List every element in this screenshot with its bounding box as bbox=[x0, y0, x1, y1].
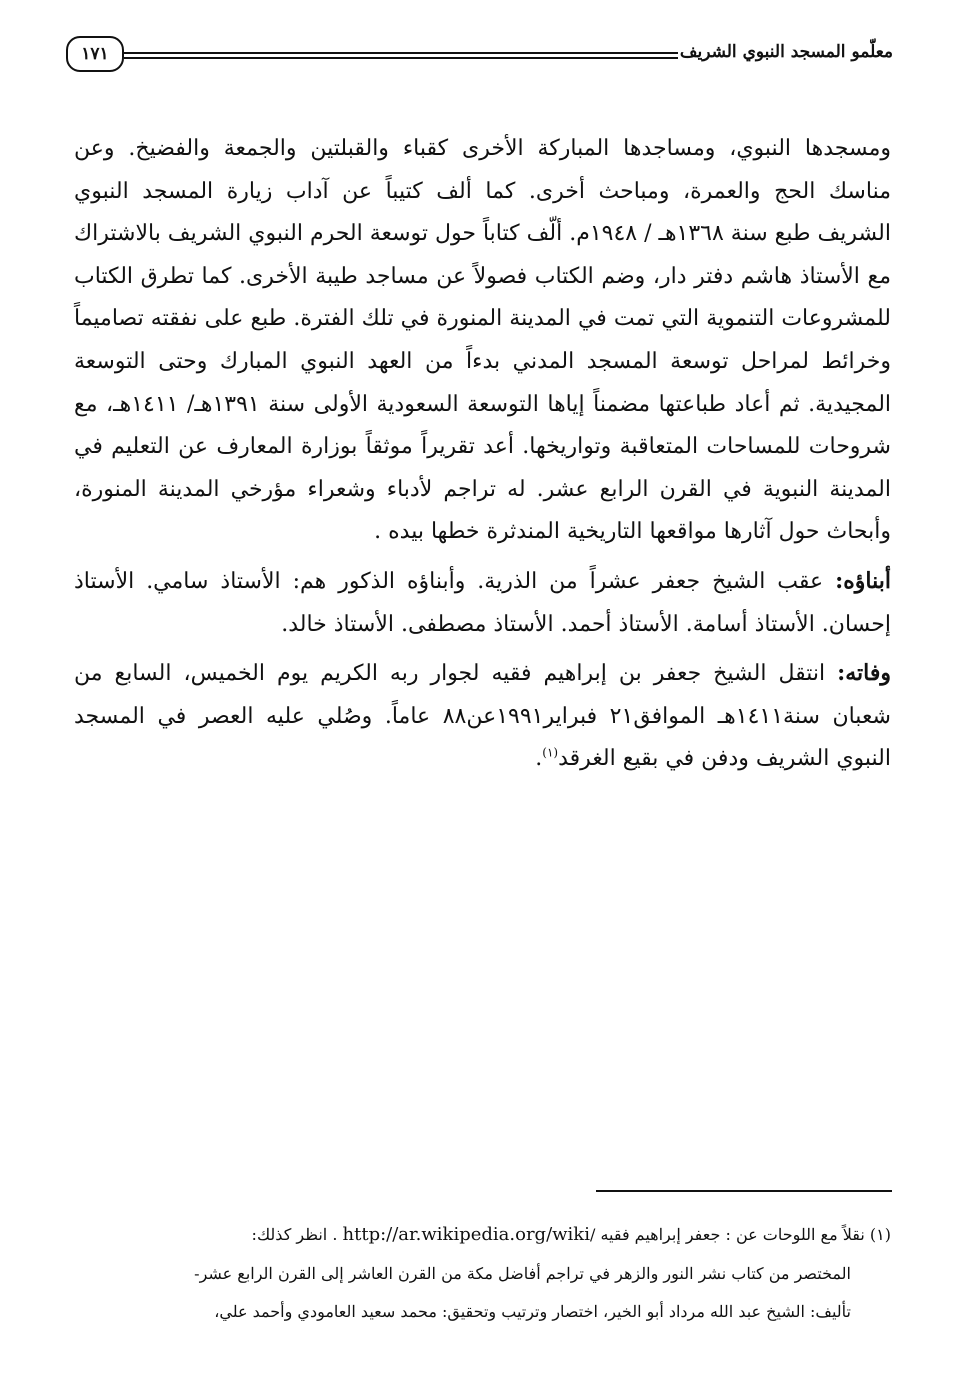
footnote-url[interactable]: http://ar.wikipedia.org/wiki bbox=[342, 1224, 590, 1245]
footnote-line-1-end: . انظر كذلك: bbox=[251, 1225, 343, 1244]
running-title: معلّمو المسجد النبوي الشريف bbox=[679, 42, 893, 62]
header-double-rule bbox=[124, 52, 678, 59]
death-text: انتقل الشيخ جعفر بن إبراهيم فقيه لجوار ربه الكريم يوم الخميس، السابع من شعبان سنة١٤١١هـ الموافق٢١ فبراير١٩٩١عن٨٨ عاماً. وصُلي عليه العصر في المسجد النبوي الشريف ودفن في بقيع الغرقد bbox=[74, 661, 891, 772]
footnote-line-2: المختصر من كتاب نشر النور والزهر في تراجم أفاضل مكة من القرن العاشر إلى القرن الرابع عشر- bbox=[194, 1263, 851, 1283]
biography-paragraph: ومسجدها النبوي، ومساجدها المباركة الأخرى كقباء والقبلتين والجمعة والفضيخ. وعن مناسك الحج والعمرة، ومباحث أخرى. كما ألف كتيباً عن آداب زيارة المسجد النبوي الشريف طبع سنة ١٣٦٨هـ / ١٩٤٨م. ألّف كتاباً حول توسعة الحرم النبوي الشريف بالاشتراك مع الأستاذ هاشم دفتر دار، وضم الكتاب فصولاً عن مساجد طيبة الأخرى. كما تطرق الكتاب للمشروعات التنموية التي تمت في المدينة المنورة في تلك الفترة. طبع على نفقته تصاميماً وخرائط لمراحل توسعة المسجد المدني بدءاً من العهد النبوي المبارك وحتى التوسعة المجيدية. ثم أعاد طباعتها مضمناً إياها التوسعة السعودية الأولى سنة ١٣٩١هـ/ ١٤١١هـ، مع شروحات للمساحات المتعاقبة وتواريخها. أعد تقريراً موثقاً بوزارة المعارف عن التعليم في المدينة النبوية في القرن الرابع عشر. له تراجم لأدباء وشعراء مؤرخي المدينة المنورة، وأبحاث حول آثارها مواقعها التاريخية المندثرة خطها بيده . bbox=[73, 136, 892, 545]
death-label: وفاته: bbox=[837, 660, 891, 687]
children-text: عقب الشيخ جعفر عشراً من الذرية. وأبناؤه الذكور هم: الأستاذ سامي. الأستاذ إحسان. الأستاذ أسامة. الأستاذ أحمد. الأستاذ مصطفى. الأستاذ خالد. bbox=[74, 568, 891, 637]
footnote-reference[interactable]: (١) bbox=[542, 745, 559, 760]
footnote-separator bbox=[596, 1190, 892, 1192]
page-header bbox=[66, 32, 893, 76]
children-label: أبناؤه: bbox=[835, 567, 891, 594]
footnote-line-1 bbox=[74, 1216, 891, 1255]
page-number: ١٧١ bbox=[66, 36, 124, 72]
death-paragraph bbox=[74, 652, 891, 781]
footnote-line-3: تأليف: الشيخ عبد الله مرداد أبو الخير، اختصار وترتيب وتحقيق: محمد سعيد العامودي وأحمد علي، bbox=[214, 1302, 851, 1321]
death-end: . bbox=[535, 746, 543, 772]
children-paragraph bbox=[74, 560, 891, 646]
footnote bbox=[74, 1216, 891, 1332]
footnote-line-1-start: (١) نقلاً مع اللوحات عن : جعفر إبراهيم فقيه / bbox=[589, 1225, 891, 1244]
main-text bbox=[74, 128, 891, 781]
